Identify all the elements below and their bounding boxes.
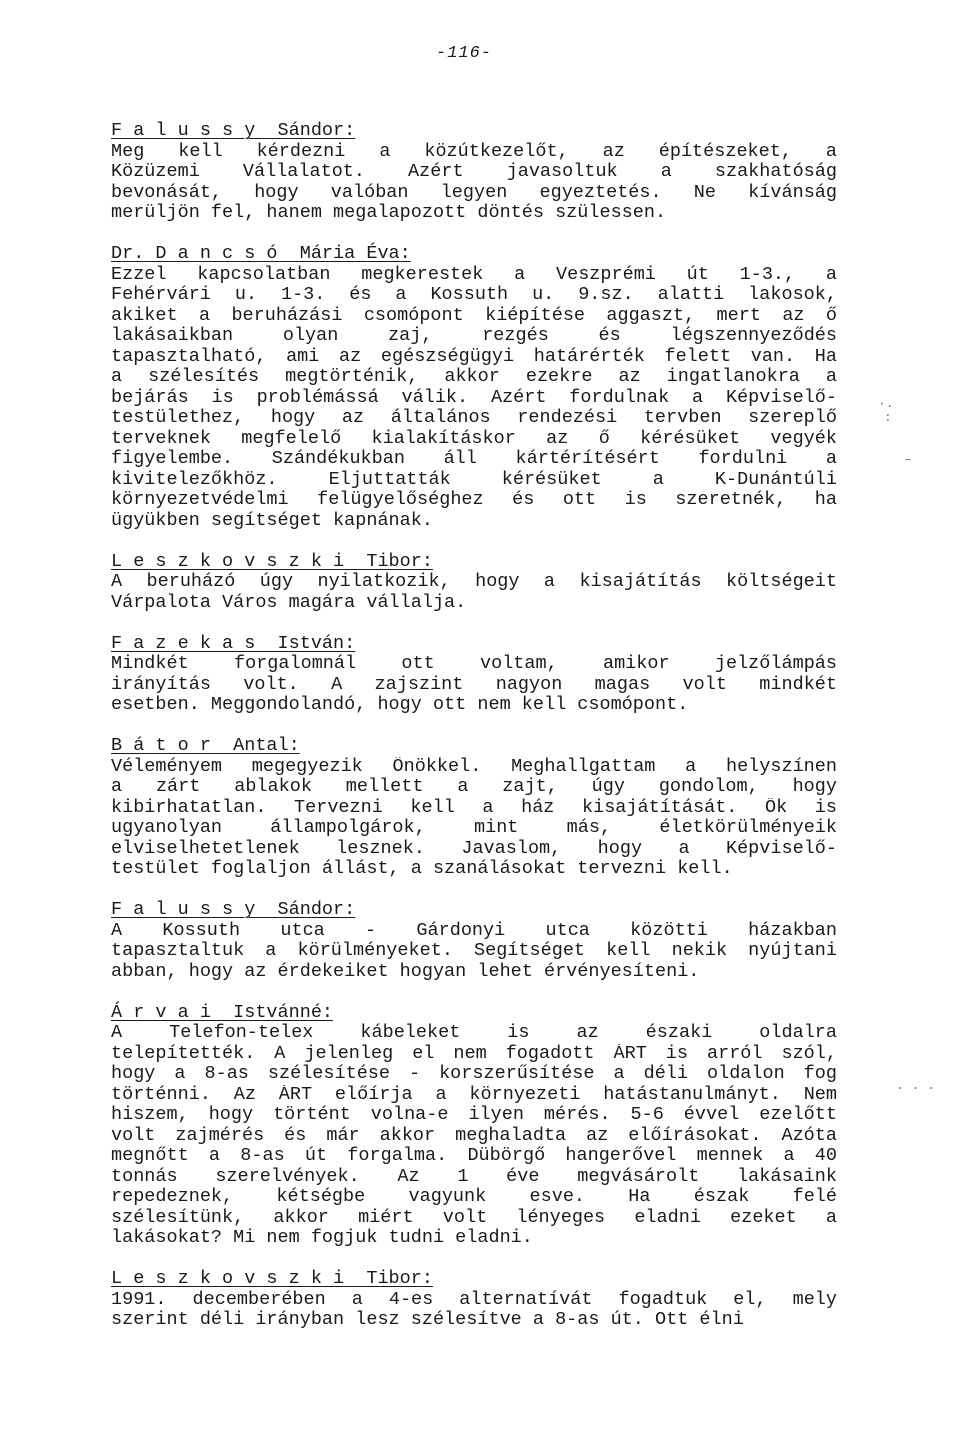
text-line: repedeznek, kétségbe vagyunk esve. Ha észak felé [111, 1187, 837, 1207]
text-line: lakásokat? Mi nem fogjuk tudni eladni. [111, 1228, 533, 1248]
speech-block [111, 900, 837, 982]
margin-mark: . . . [896, 1078, 936, 1093]
speech-block [111, 552, 837, 614]
text-line: terveknek megfelelő kialakításkor az ő kérésüket vegyék [111, 428, 837, 449]
text-line: bejárás is problémássá válik. Azért fordulnak a Képviselő- [111, 387, 837, 408]
text-line: hogy a 8-as szélesítése - korszerűsítése a déli oldalon fog [111, 1064, 837, 1084]
speech-block [111, 736, 837, 880]
text-line: tonnás szerelvények. Az 1 éve megvásárolt lakásaink [111, 1166, 837, 1187]
text-line: akiket a beruházási csomópont kiépítése aggaszt, mert az ő [111, 305, 837, 326]
text-line: esetben. Meggondolandó, hogy ott nem kell csomópont. [111, 695, 689, 715]
text-line: Véleményem megegyezik Önökkel. Meghallgattam a helyszínen [111, 756, 837, 777]
text-line: figyelembe. Szándékukban áll kártérítésért fordulni a [111, 449, 837, 469]
text-line: Mindkét forgalomnál ott voltam, amikor jelzőlámpás [111, 654, 837, 674]
text-line: Fehérvári u. 1-3. és a Kossuth u. 9.sz. alatti lakosok, [111, 285, 837, 305]
text-line: kibirhatatlan. Tervezni kell a ház kisajátítását. Ők is [111, 797, 837, 818]
text-line: tapasztalható, ami az egészségügyi határérték felett van. Ha [111, 346, 837, 367]
speaker-name: F a z e k a s István: [111, 632, 356, 654]
text-line: elviselhetetlenek lesznek. Javaslom, hogy a Képviselő- [111, 838, 837, 859]
text-line: Meg kell kérdezni a közútkezelőt, az építészeket, a [111, 141, 837, 162]
text-line: bevonását, hogy valóban legyen egyeztetés. Ne kívánság [111, 182, 837, 203]
text-line: A Telefon-telex kábeleket is az északi oldalra [111, 1023, 837, 1043]
margin-mark: : [884, 410, 892, 425]
text-line: környezetvédelmi felügyelőséghez és ott is szeretnék, ha [111, 490, 837, 510]
text-line: a zárt ablakok mellett a zajt, úgy gondolom, hogy [111, 777, 837, 797]
speaker-name: Á r v a i Istvánné: [111, 1001, 334, 1023]
text-line: Ezzel kapcsolatban megkerestek a Veszprémi út 1-3., a [111, 264, 837, 285]
speaker-name: B á t o r Antal: [111, 735, 300, 756]
text-line: lakásaikban olyan zaj, rezgés és légszennyeződés [111, 326, 837, 346]
text-line: irányítás volt. A zajszint nagyon magas volt mindkét [111, 674, 837, 695]
speech-block [111, 121, 837, 224]
text-line: szerint déli irányban lesz szélesítve a 8-as út. Ott élni [111, 1310, 744, 1330]
text-line: 1991. decemberében a 4-es alternatívát fogadtuk el, mely [111, 1289, 837, 1310]
text-line: testület foglaljon állást, a szanálásokat tervezni kell. [111, 859, 733, 879]
text-line: megnőtt a 8-as út forgalma. Dübörgő hangerővel mennek a 40 [111, 1146, 837, 1166]
document-body [111, 121, 837, 1351]
text-line: ugyanolyan állampolgárok, mint más, életkörülményeik [111, 818, 837, 838]
text-line: szélesítünk, akkor miért volt lényeges eladni ezeket a [111, 1207, 837, 1228]
text-line: tapasztaltuk a körülményeket. Segítséget kell nekik nyújtani [111, 941, 837, 961]
text-line: testülethez, hogy az általános rendezési tervben szereplő [111, 408, 837, 428]
text-line: ügyükben segítséget kapnának. [111, 510, 433, 531]
speaker-name: F a l u s s y Sándor: [111, 899, 356, 920]
speaker-name: F a l u s s y Sándor: [111, 120, 356, 141]
text-line: a szélesítés megtörténik, akkor ezekre az ingatlanokra a [111, 367, 837, 387]
speech-block [111, 1003, 837, 1249]
text-line: hiszem, hogy történt volna-e ilyen mérés. 5-6 évvel ezelőtt [111, 1105, 837, 1125]
text-line: kivitelezőkhöz. Eljuttatták kérésüket a K-Dunántúli [111, 469, 837, 490]
speaker-name: Dr. D a n c s ó Mária Éva: [111, 243, 411, 264]
margin-mark: – [904, 452, 912, 467]
text-line: volt zajmérés és már akkor meghaladta az előírásokat. Azóta [111, 1125, 837, 1146]
margin-mark: ·. [878, 396, 894, 411]
text-line: A beruházó úgy nyilatkozik, hogy a kisajátítás költségeit [111, 572, 837, 592]
speaker-name: L e s z k o v s z k i Tibor: [111, 550, 433, 572]
speech-block [111, 244, 837, 531]
text-line: A Kossuth utca - Gárdonyi utca közötti házakban [111, 920, 837, 941]
text-line: abban, hogy az érdekeiket hogyan lehet érvényesíteni. [111, 961, 700, 982]
text-line: merüljön fel, hanem megalapozott döntés szülessen. [111, 203, 667, 223]
speech-block [111, 634, 837, 716]
text-line: Várpalota Város magára vállalja. [111, 592, 467, 613]
text-line: telepítették. A jelenleg el nem fogadott ÁRT is arról szól, [111, 1043, 837, 1064]
page-number: -116- [436, 44, 493, 63]
text-line: Közüzemi Vállalatot. Azért javasoltuk a szakhatóság [111, 162, 837, 182]
speech-block [111, 1269, 837, 1331]
text-line: történni. Az ÁRT előírja a környezeti hatástanulmányt. Nem [111, 1084, 837, 1105]
speaker-name: L e s z k o v s z k i Tibor: [111, 1268, 433, 1289]
